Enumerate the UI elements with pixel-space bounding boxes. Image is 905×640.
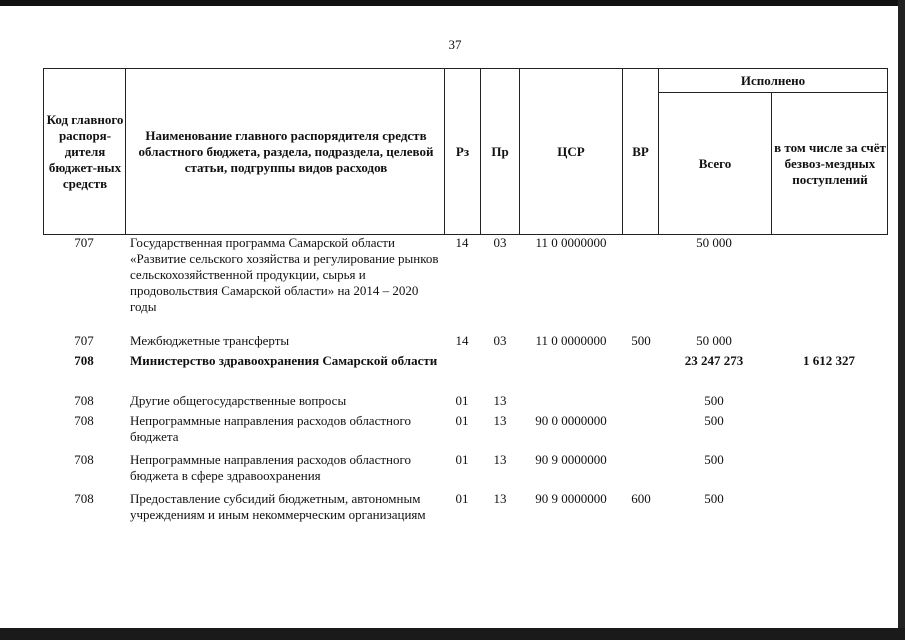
cell-name: Непрограммные направления расходов областного бюджета в сфере здравоохранения: [130, 452, 411, 483]
header-including: в том числе за счёт безвоз-мездных поступлений: [774, 139, 886, 187]
cell-code: 708: [74, 452, 94, 467]
cell-csr: 90 0 0000000: [535, 413, 607, 428]
cell-name: Межбюджетные трансферты: [130, 333, 290, 348]
cell-pr: 03: [493, 333, 507, 348]
cell-pr: 13: [493, 393, 507, 408]
cell-code: 708: [74, 491, 94, 506]
scan-bottom-edge: [0, 628, 905, 640]
cell-rz: 01: [455, 393, 469, 408]
header-total: Всего: [698, 155, 732, 171]
cell-name: Непрограммные направления расходов областного бюджета: [130, 413, 411, 444]
cell-name: Предоставление субсидий бюджетным, автономным учреждениям и иным некоммерческим организациям: [130, 491, 426, 522]
cell-code: 707: [74, 333, 94, 348]
cell-csr: 11 0 0000000: [535, 333, 607, 348]
cell-name: Другие общегосударственные вопросы: [130, 393, 347, 408]
cell-name: Государственная программа Самарской области «Развитие сельского хозяйства и регулирование рынков сельскохозяйственной продукции, сырья и продовольствия Самарской области» на 2014 – 2020 годы: [130, 235, 439, 314]
cell-total: 500: [704, 393, 724, 408]
header-vr: ВР: [632, 143, 649, 159]
cell-total: 500: [704, 413, 724, 428]
cell-total: 50 000: [696, 235, 732, 250]
cell-code: 708: [74, 393, 94, 408]
cell-csr: 90 9 0000000: [535, 491, 607, 506]
cell-csr: 90 9 0000000: [535, 452, 607, 467]
page-number: 37: [448, 37, 462, 52]
header-rz: Рз: [455, 143, 470, 159]
header-csr: ЦСР: [557, 143, 585, 159]
header-name: Наименование главного распорядителя средств областного бюджета, раздела, подраздела, целевой статьи, подгруппы видов расходов: [138, 127, 434, 175]
cell-name: Министерство здравоохранения Самарской области: [130, 353, 438, 368]
cell-pr: 03: [493, 235, 507, 250]
cell-including: 1 612 327: [803, 353, 855, 368]
header-pr: Пр: [491, 143, 509, 159]
table-header: [43, 68, 888, 235]
cell-pr: 13: [493, 452, 507, 467]
cell-vr: 500: [631, 333, 651, 348]
cell-pr: 13: [493, 491, 507, 506]
cell-rz: 01: [455, 491, 469, 506]
header-executed: Исполнено: [740, 72, 806, 88]
cell-csr: 11 0 0000000: [535, 235, 607, 250]
cell-total: 50 000: [696, 333, 732, 348]
cell-code: 708: [74, 353, 94, 368]
header-code: Код главного распоря-дителя бюджет-ных средств: [46, 112, 124, 191]
cell-rz: 14: [455, 333, 469, 348]
cell-code: 708: [74, 413, 94, 428]
scan-top-edge: [0, 0, 905, 6]
cell-total: 23 247 273: [684, 353, 744, 368]
scan-right-edge: [898, 0, 905, 640]
cell-vr: 600: [631, 491, 651, 506]
cell-pr: 13: [493, 413, 507, 428]
cell-rz: 01: [455, 452, 469, 467]
cell-rz: 01: [455, 413, 469, 428]
cell-total: 500: [704, 491, 724, 506]
cell-total: 500: [704, 452, 724, 467]
cell-rz: 14: [455, 235, 469, 250]
cell-code: 707: [74, 235, 94, 250]
